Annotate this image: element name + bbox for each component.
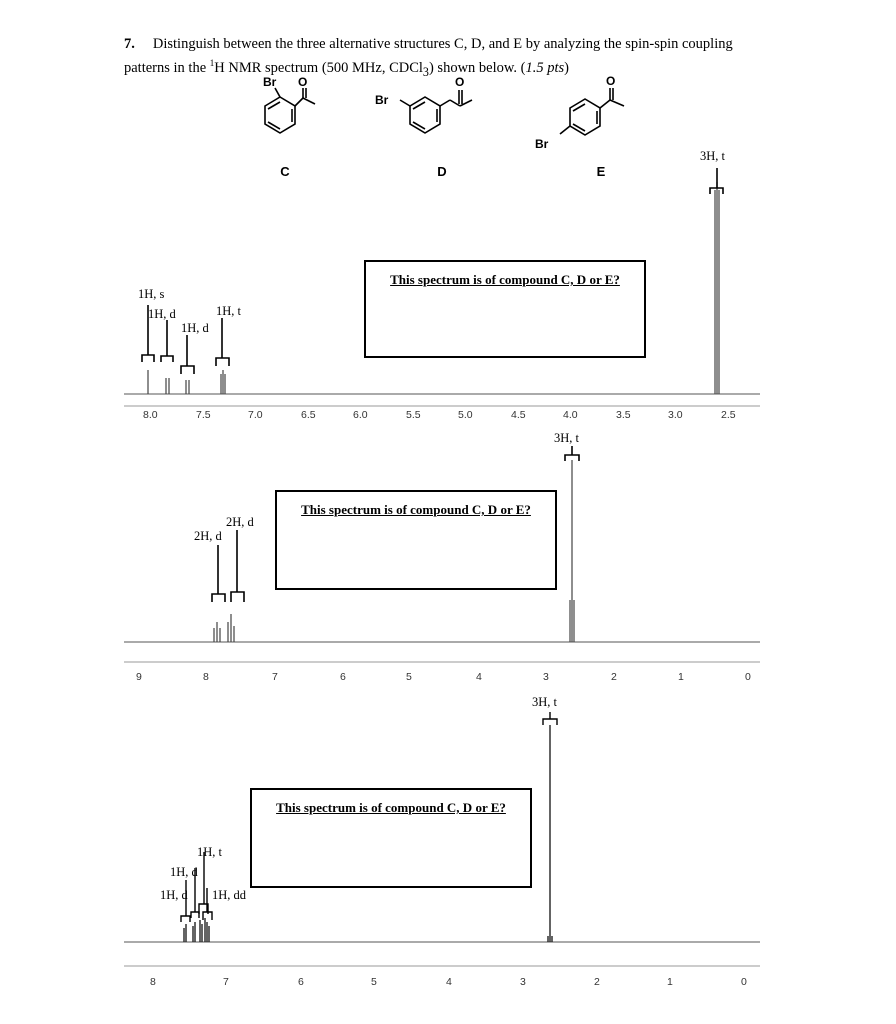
axis-tick-label: 3: [520, 976, 526, 988]
structure-c: [235, 76, 325, 156]
structure-label-d: D: [437, 164, 447, 179]
structure-e: [530, 76, 640, 156]
axis-tick-label: 6: [298, 976, 304, 988]
peak-label: 2H, d: [194, 529, 222, 543]
structure-label-c: C: [280, 164, 290, 179]
axis-tick-label: 3.5: [616, 409, 631, 421]
answer-prompt: This spectrum is of compound C, D or E?: [301, 502, 531, 517]
answer-prompt: This spectrum is of compound C, D or E?: [390, 272, 620, 287]
axis-tick-label: 2: [594, 976, 600, 988]
peak-label: 1H, dd: [212, 888, 247, 902]
axis-tick-label: 6.0: [353, 409, 368, 421]
peak-label: 1H, d: [181, 321, 209, 335]
axis-tick-label: 8: [203, 671, 209, 683]
peak-label: 3H, t: [554, 431, 579, 445]
axis-tick-label: 6: [340, 671, 346, 683]
answer-box-3[interactable]: [250, 788, 532, 888]
axis-tick-label: 5.5: [406, 409, 421, 421]
oxygen-label: O: [455, 76, 465, 89]
axis-tick-label: 8: [150, 976, 156, 988]
answer-prompt: This spectrum is of compound C, D or E?: [276, 800, 506, 815]
axis-tick-label: 7.0: [248, 409, 263, 421]
axis-tick-label: 4.0: [563, 409, 578, 421]
peak-label: 1H, d: [148, 307, 176, 321]
axis-tick-label: 2.5: [721, 409, 736, 421]
axis-tick-label: 6.5: [301, 409, 316, 421]
axis-tick-label: 4.5: [511, 409, 526, 421]
axis-tick-label: 3: [543, 671, 549, 683]
axis-tick-label: 5.0: [458, 409, 473, 421]
axis-tick-label: 4: [446, 976, 452, 988]
axis-tick-label: 1: [678, 671, 684, 683]
peak-label: 1H, s: [138, 287, 165, 301]
peak-label: 2H, d: [226, 515, 254, 529]
peak-label: 1H, t: [197, 845, 222, 859]
question-number: 7.: [124, 36, 135, 52]
axis-tick-label: 4: [476, 671, 482, 683]
peak-label: 1H, t: [216, 304, 241, 318]
peak-label: 1H, d: [160, 888, 188, 902]
axis-tick-label: 0: [745, 671, 751, 683]
ppm-axis: [136, 671, 751, 683]
axis-tick-label: 5: [406, 671, 412, 683]
question-text: 7. Distinguish between the three alternative structures C, D, and E by analyzing the spin-spin coupling patterns in the $^1$H NMR spectrum (500 MHz, CDCl$_3$) shown below. (1.5 pts): [124, 36, 733, 79]
axis-tick-label: 5: [371, 976, 377, 988]
oxygen-label: O: [298, 76, 308, 89]
answer-box-1[interactable]: [364, 260, 646, 358]
ppm-axis: [150, 976, 747, 988]
axis-tick-label: 9: [136, 671, 142, 683]
peak-label: 3H, t: [532, 695, 557, 709]
structure-d: [370, 76, 480, 156]
axis-tick-label: 3.0: [668, 409, 683, 421]
bromine-label: Br: [535, 137, 549, 151]
ppm-axis: [143, 409, 736, 421]
axis-tick-label: 2: [611, 671, 617, 683]
axis-tick-label: 7.5: [196, 409, 211, 421]
peak-label: 1H, d: [170, 865, 198, 879]
axis-tick-label: 8.0: [143, 409, 158, 421]
axis-tick-label: 7: [223, 976, 229, 988]
axis-tick-label: 1: [667, 976, 673, 988]
answer-box-2[interactable]: [275, 490, 557, 590]
bromine-label: Br: [263, 76, 277, 89]
axis-tick-label: 0: [741, 976, 747, 988]
bromine-label: Br: [375, 93, 389, 107]
axis-tick-label: 7: [272, 671, 278, 683]
oxygen-label: O: [606, 76, 616, 88]
structure-label-e: E: [596, 164, 606, 179]
peak-label: 3H, t: [700, 149, 725, 163]
points-value: 1.5 pts: [525, 60, 565, 76]
